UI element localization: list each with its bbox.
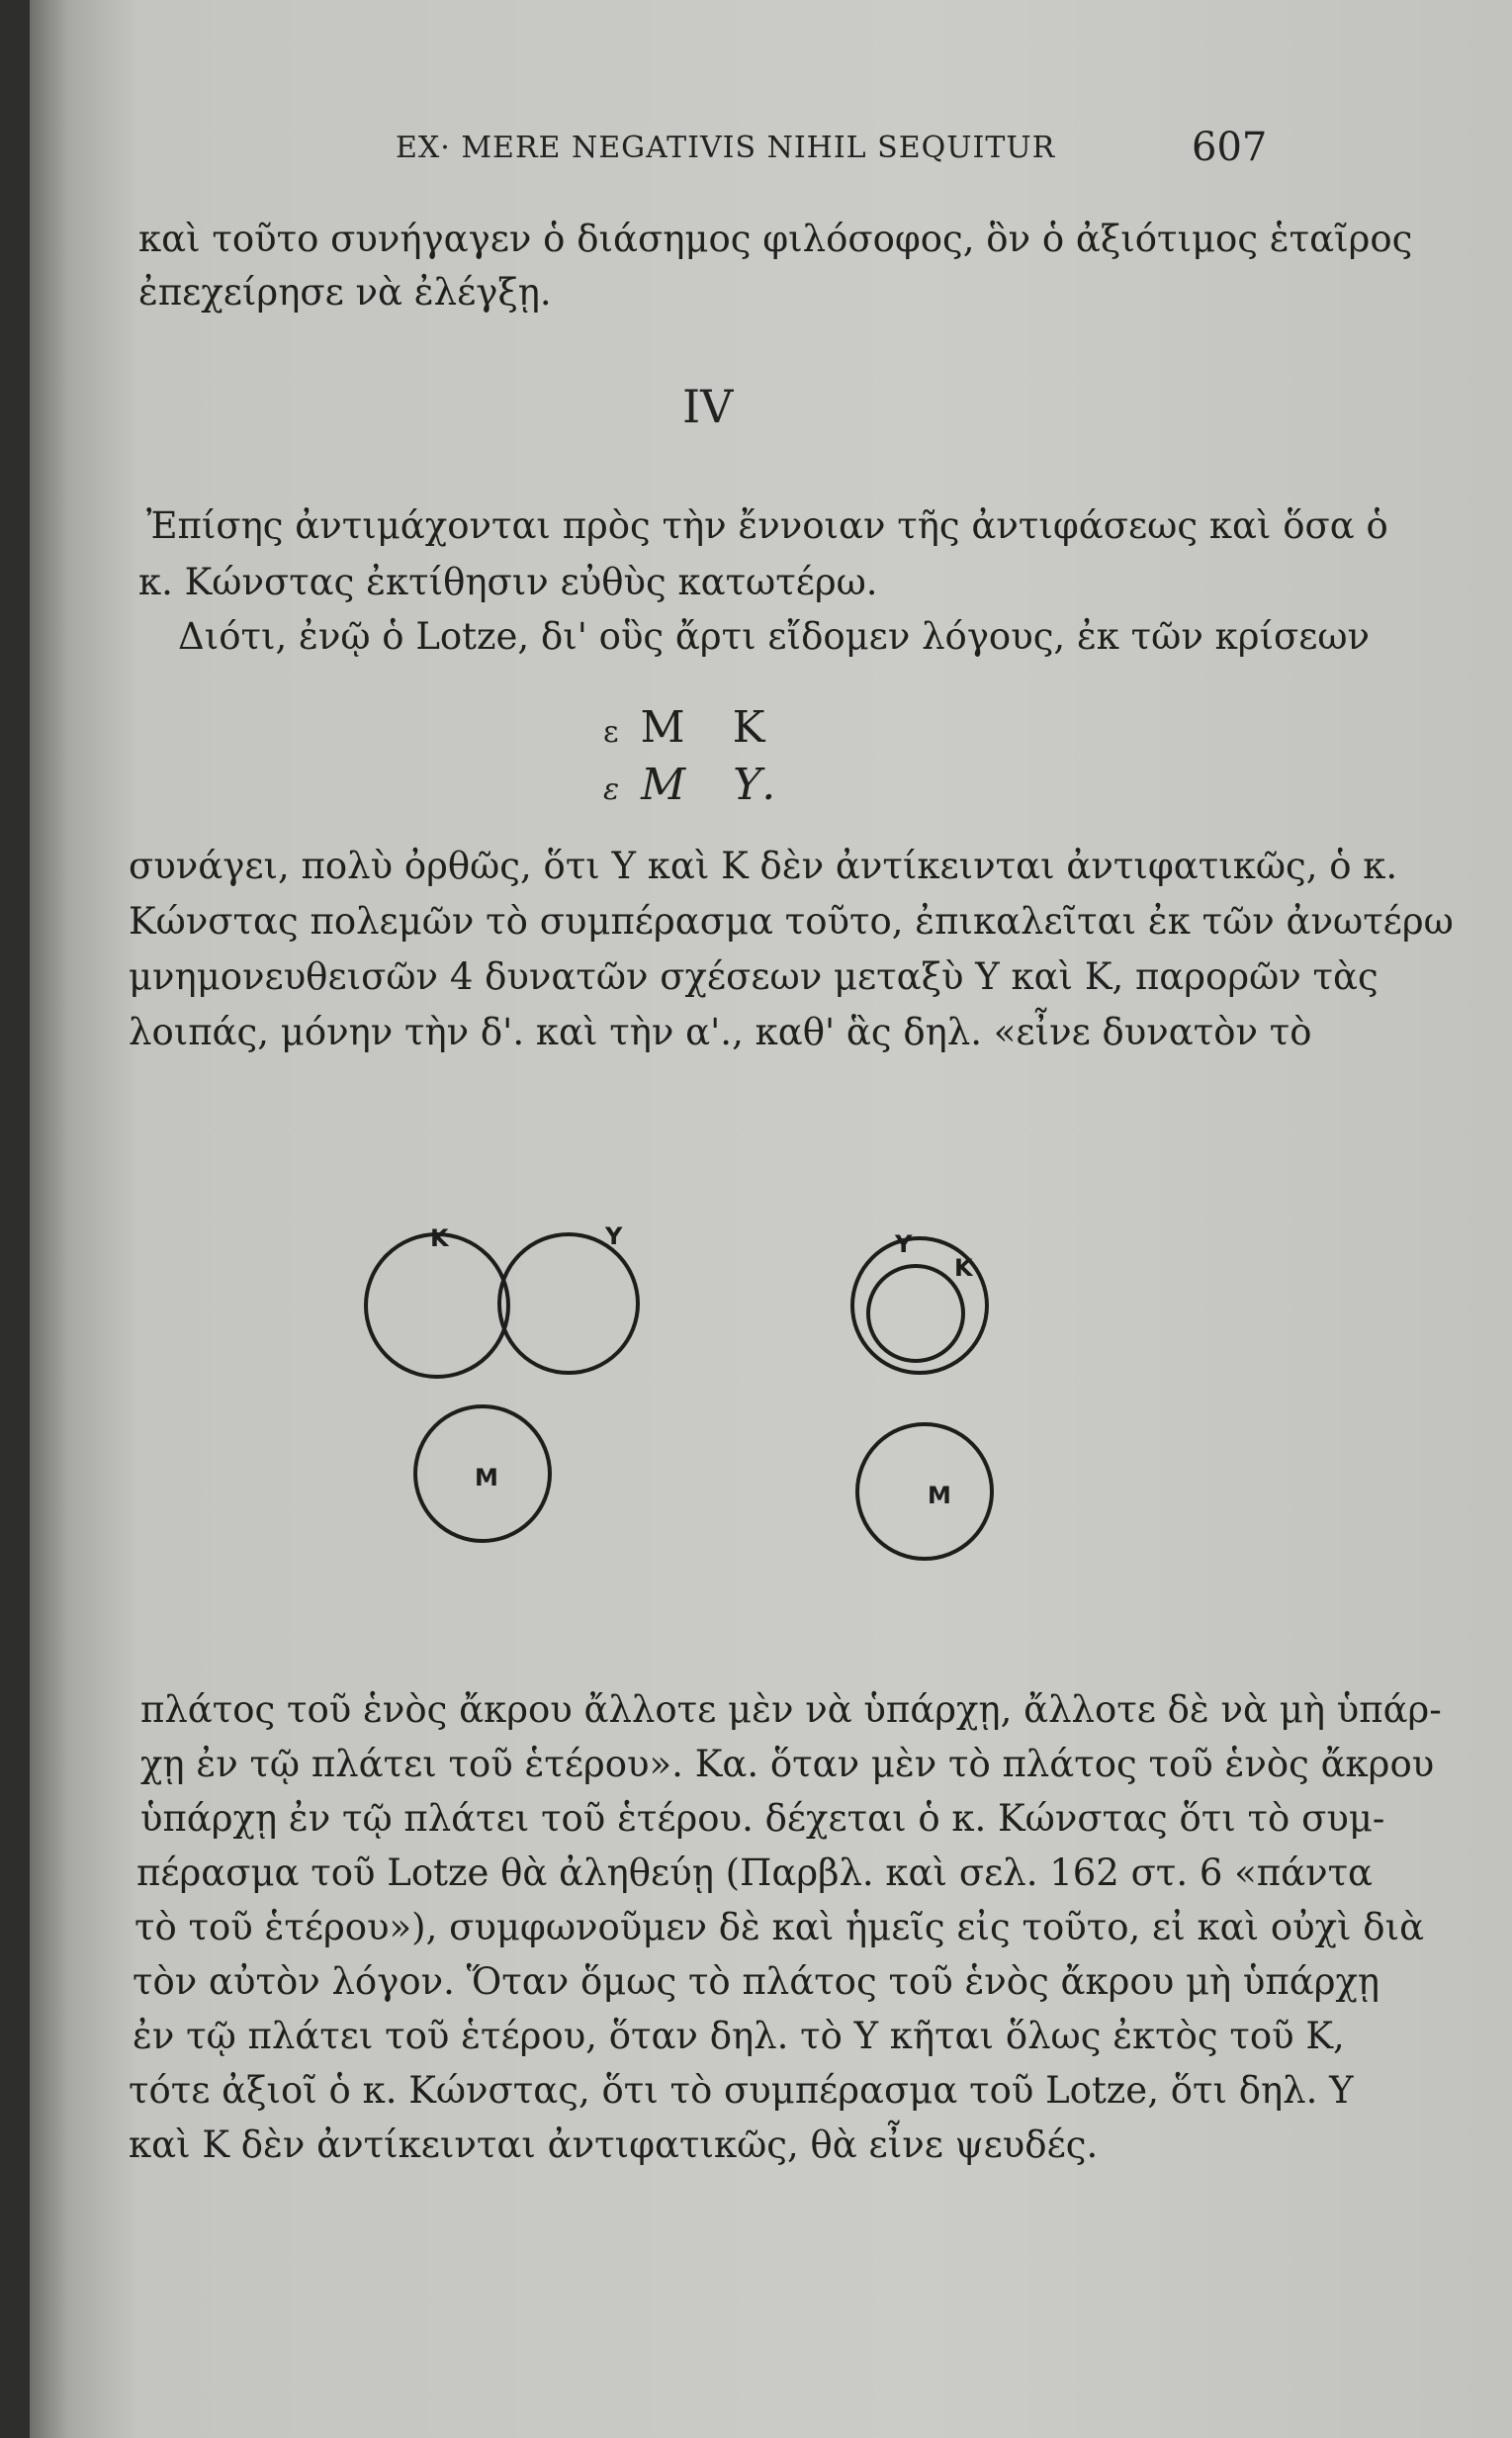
circle-k-left (366, 1234, 508, 1377)
label-m-left: M (475, 1464, 498, 1491)
text-line: πλάτος τοῦ ἑνὸς ἄκρου ἄλλοτε μὲν νὰ ὑπάρχῃ, ἄλλοτε δὲ νὰ μὴ ὑπάρ- (140, 1688, 1442, 1731)
text-line: Κώνστας πολεμῶν τὸ συμπέρασμα τοῦτο, ἐπικαλεῖται ἐκ τῶν ἀνωτέρω (129, 900, 1454, 943)
label-m-right: M (928, 1482, 951, 1509)
circle-k-right (868, 1266, 963, 1361)
text-line: τότε ἀξιοῖ ὁ κ. Κώνστας, ὅτι τὸ συμπέρασμα τοῦ Lotze, ὅτι δηλ. Υ (129, 2069, 1354, 2112)
book-spine-shadow (0, 0, 30, 2438)
logic-formula-2: ε M Υ. (603, 760, 776, 810)
text-line: τὸν αὐτὸν λόγον. Ὅταν ὅμως τὸ πλάτος τοῦ ἑνὸς ἄκρου μὴ ὑπάρχῃ (133, 1960, 1380, 2003)
text-line: χῃ ἐν τῷ πλάτει τοῦ ἑτέρου». Κα. ὅταν μὲν τὸ πλάτος τοῦ ἑνὸς ἄκρου (140, 1743, 1435, 1785)
circle-m-right (857, 1424, 992, 1559)
circle-y-left (499, 1234, 638, 1373)
label-y-right: Y (895, 1230, 913, 1258)
text-line: Ἐπίσης ἀντιμάχονται πρὸς τὴν ἔννοιαν τῆς ἀντιφάσεως καὶ ὅσα ὁ (146, 504, 1388, 547)
text-line: καὶ Κ δὲν ἀντίκεινται ἀντιφατικῶς, θὰ εἶνε ψευδές. (129, 2123, 1099, 2166)
text-line: κ. Κώνστας ἐκτίθησιν εὐθὺς κατωτέρω. (138, 561, 878, 603)
text-line: ἐν τῷ πλάτει τοῦ ἑτέρου, ὅταν δηλ. τὸ Υ κῆται ὅλως ἐκτὸς τοῦ Κ, (133, 2015, 1345, 2057)
text-line: λοιπάς, μόνην τὴν δ'. καὶ τὴν α'., καθ' ἃς δηλ. «εἶνε δυνατὸν τὸ (129, 1011, 1312, 1053)
label-y-left: Y (605, 1222, 623, 1250)
text-line: ἐπεχείρησε νὰ ἐλέγξῃ. (138, 271, 552, 314)
circle-diagram (346, 1217, 1058, 1573)
page-number: 607 (1192, 125, 1268, 170)
logic-formula-1: ε M K (603, 702, 765, 753)
text-line: Διότι, ἐνῷ ὁ Lotze, δι' οὓς ἄρτι εἴδομεν λόγους, ἐκ τῶν κρίσεων (178, 615, 1371, 658)
running-title: EX· MERE NEGATIVIS NIHIL SEQUITUR (396, 131, 1056, 165)
text-line: τὸ τοῦ ἑτέρου»), συμφωνοῦμεν δὲ καὶ ἡμεῖς εἰς τοῦτο, εἰ καὶ οὐχὶ διὰ (134, 1906, 1425, 1948)
text-line: μνημονευθεισῶν 4 δυνατῶν σχέσεων μεταξὺ Υ καὶ Κ, παρορῶν τὰς (129, 955, 1379, 998)
section-heading: IV (682, 380, 734, 433)
text-line: συνάγει, πολὺ ὀρθῶς, ὅτι Υ καὶ Κ δὲν ἀντίκεινται ἀντιφατικῶς, ὁ κ. (129, 845, 1398, 887)
text-line: πέρασμα τοῦ Lotze θὰ ἀληθεύῃ (Παρβλ. καὶ σελ. 162 στ. 6 «πάντα (136, 1851, 1374, 1894)
text-line: ὑπάρχῃ ἐν τῷ πλάτει τοῦ ἑτέρου. δέχεται ὁ κ. Κώνστας ὅτι τὸ συμ- (140, 1797, 1385, 1840)
label-k-left: K (430, 1224, 449, 1252)
text-line: καὶ τοῦτο συνήγαγεν ὁ διάσημος φιλόσοφος, ὃν ὁ ἀξιότιμος ἑταῖρος (138, 218, 1413, 260)
book-page (30, 0, 1512, 2438)
label-k-right: K (954, 1254, 973, 1282)
